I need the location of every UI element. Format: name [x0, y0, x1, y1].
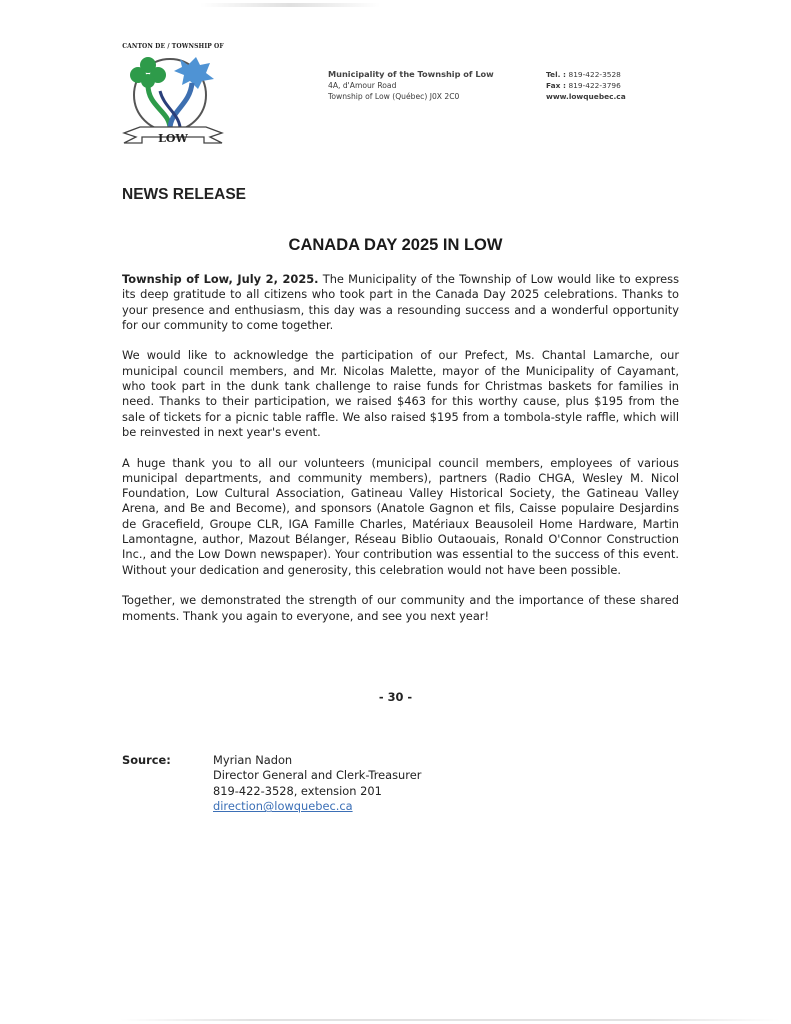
source-title: Director General and Clerk-Treasurer	[213, 768, 422, 783]
fax-label: Fax :	[546, 81, 566, 90]
release-body	[122, 272, 679, 639]
fax-line	[546, 80, 626, 91]
address-line-2: Township of Low (Québec) J0X 2C0	[328, 92, 460, 101]
end-mark: - 30 -	[378, 690, 413, 704]
telephone-line	[546, 69, 626, 80]
contact-block	[546, 69, 626, 102]
fax-value: 819-422-3796	[568, 81, 621, 90]
source-contact	[213, 753, 421, 815]
paragraph-1-text: The Municipality of the Township of Low would like to express its deep gratitude to all citizens who took part in the Canada Day 2025 celebrations. Thanks to your presence and enthusiasm, this day was a resounding success and a wonderful opportunity for our community to come together.	[122, 272, 679, 332]
tel-label: Tel. :	[546, 70, 566, 79]
headline: CANADA DAY 2025 IN LOW	[288, 236, 503, 254]
address-line-1: 4A, d'Amour Road	[328, 81, 397, 90]
township-logo	[118, 43, 228, 155]
source-email-link[interactable]: direction@lowquebec.ca	[213, 799, 353, 814]
paragraph-1	[122, 272, 679, 333]
municipality-name: Municipality of the Township of Low	[328, 69, 494, 79]
source-label: Source:	[122, 753, 171, 767]
logo-ribbon-text: LOW	[158, 132, 188, 145]
website-line: www.lowquebec.ca	[546, 92, 626, 101]
municipality-address-block	[328, 69, 494, 102]
paragraph-4: Together, we demonstrated the strength of our community and the importance of these shared moments. Thank you again to everyone, and see you next year!	[122, 593, 679, 623]
news-release-label: NEWS RELEASE	[122, 186, 247, 203]
source-name: Myrian Nadon	[213, 753, 293, 767]
source-phone: 819-422-3528, extension 201	[213, 783, 382, 798]
paragraph-2: We would like to acknowledge the participation of our Prefect, Ms. Chantal Lamarche, our municipal council members, and Mr. Nicolas Malette, mayor of the Municipality of Cayamant, who took part in the dunk tank challenge to raise funds for Christmas baskets for families in need. Thanks to their participation, we raised $463 for this worthy cause, plus $195 from the sale of tickets for a picnic table raffle. We also raised $195 from a tombola-style raffle, which will be reinvested in next year's event.	[122, 348, 679, 439]
tel-value: 819-422-3528	[568, 70, 621, 79]
scan-artifact-bottom	[120, 1019, 780, 1021]
paragraph-3: A huge thank you to all our volunteers (municipal council members, employees of various municipal departments, and community members), partners (Radio CHGA, Wesley M. Nicol Foundation, Low Cultural Association, Gatineau Valley Historical Society, the Gatineau Valley Arena, and Be and Become), and sponsors (Anatole Gagnon et fils, Caisse populaire Desjardins de Gracefield, Groupe CLR, IGA Famille Charles, Matériaux Beausoleil Home Hardware, Martin Lamontagne, author, Mazout Bélanger, Réseau Biblio Outaouais, Ronald O'Connor Construction Inc., and the Low Down newspaper). Your contribution was essential to the success of this event. Without your dedication and generosity, this celebration would not have been possible.	[122, 455, 679, 577]
scan-artifact-top	[200, 3, 380, 7]
dateline: Township of Low, July 2, 2025.	[122, 272, 319, 286]
logo-caption: CANTON DE / TOWNSHIP OF	[122, 43, 224, 50]
